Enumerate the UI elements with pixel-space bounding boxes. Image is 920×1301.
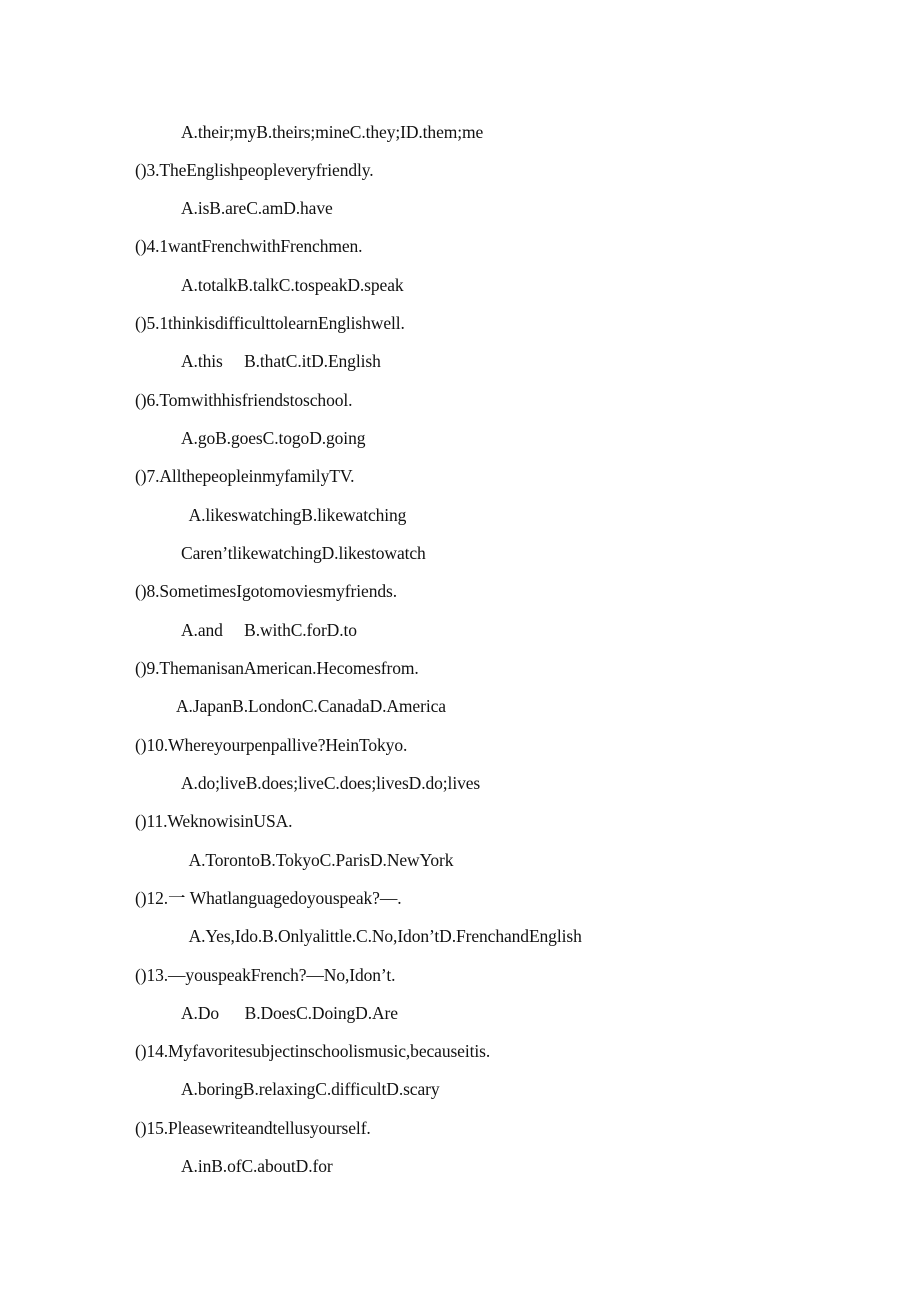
question-line: ()8.SometimesIgotomoviesmyfriends. — [135, 581, 397, 601]
question-line: ()10.Whereyourpenpallive?HeinTokyo. — [135, 735, 408, 755]
question-line: ()13.—youspeakFrench?—No,Idon’t. — [135, 965, 396, 985]
option-line: A.inB.ofC.aboutD.for — [181, 1156, 333, 1176]
question-line: ()12.一 Whatlanguagedoyouspeak?—. — [135, 888, 402, 908]
option-line: A.JapanB.LondonC.CanadaD.America — [176, 696, 446, 716]
option-line: A.totalkB.talkC.tospeakD.speak — [181, 275, 404, 295]
option-line: A.isB.areC.amD.have — [181, 198, 333, 218]
question-line: ()11.WeknowisinUSA. — [135, 811, 293, 831]
question-line: ()14.Myfavoritesubjectinschoolismusic,becauseitis. — [135, 1041, 491, 1061]
option-line: A.goB.goesC.togoD.going — [181, 428, 366, 448]
option-line: A.and B.withC.forD.to — [181, 620, 357, 640]
option-line: A.likeswatchingB.likewatching — [181, 505, 407, 525]
option-line: A.do;liveB.does;liveC.does;livesD.do;lives — [181, 773, 481, 793]
question-line: ()7.AllthepeopleinmyfamilyTV. — [135, 466, 355, 486]
question-line: ()5.1thinkisdifficulttolearnEnglishwell. — [135, 313, 405, 333]
option-line: A.their;myB.theirs;mineC.they;ID.them;me — [181, 122, 484, 142]
question-line: ()4.1wantFrenchwithFrenchmen. — [135, 236, 363, 256]
option-line: A.Yes,Ido.B.Onlyalittle.C.No,Idon’tD.FrenchandEnglish — [181, 926, 582, 946]
question-line: ()3.TheEnglishpeopleveryfriendly. — [135, 160, 374, 180]
option-line: A.boringB.relaxingC.difficultD.scary — [181, 1079, 440, 1099]
option-line: A.this B.thatC.itD.English — [181, 351, 381, 371]
question-line: ()9.ThemanisanAmerican.Hecomesfrom. — [135, 658, 419, 678]
question-line: ()15.Pleasewriteandtellusyourself. — [135, 1118, 371, 1138]
option-line: A.TorontoB.TokyoC.ParisD.NewYork — [181, 850, 454, 870]
option-line: A.Do B.DoesC.DoingD.Are — [181, 1003, 398, 1023]
option-line: Caren’tlikewatchingD.likestowatch — [181, 543, 426, 563]
question-line: ()6.Tomwithhisfriendstoschool. — [135, 390, 353, 410]
